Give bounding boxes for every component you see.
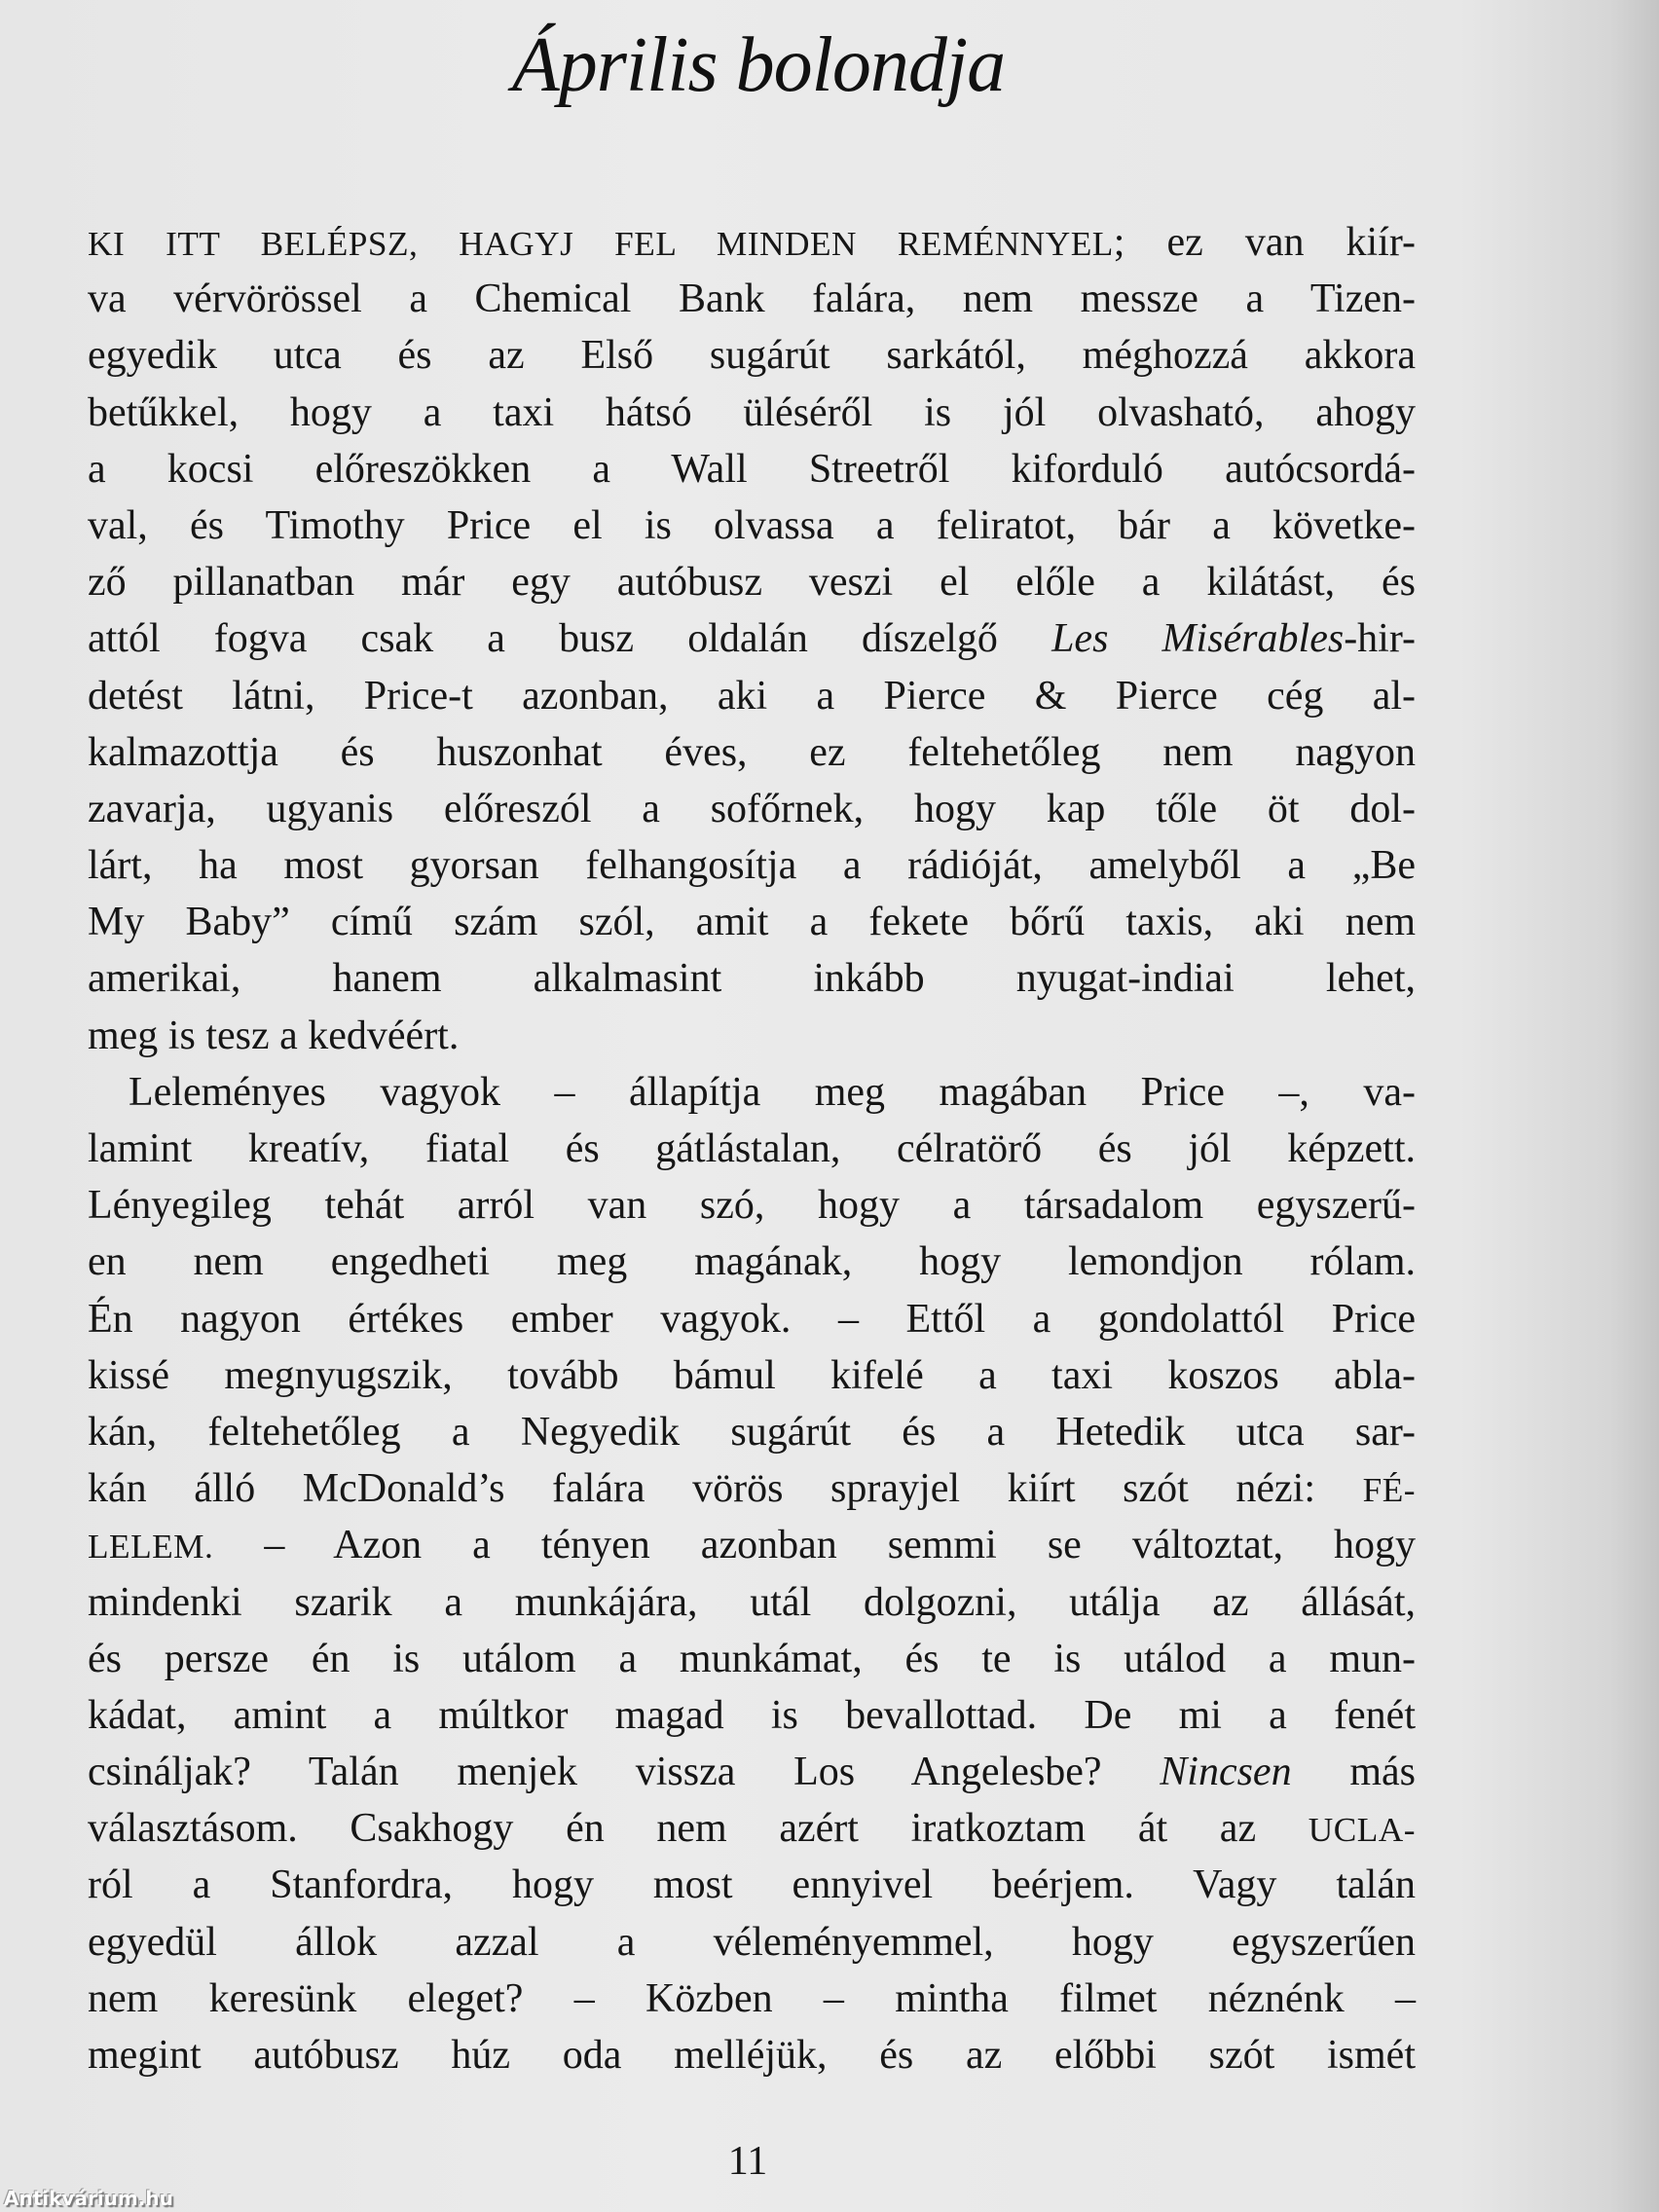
text-line [88, 1460, 1416, 1517]
text-segment: csináljak? Talán menjek vissza Los Angelesbe? [88, 1750, 1161, 1795]
text-segment: en nem engedheti meg magának, hogy lemondjon rólam. [88, 1239, 1416, 1285]
text-segment: Leleményes vagyok – állapítja meg magában Price –, va- [129, 1069, 1416, 1115]
text-segment: mindenki szarik a munkájára, utál dolgozni, utálja az állását, [88, 1579, 1416, 1625]
text-line [88, 781, 1416, 837]
text-line [88, 554, 1416, 610]
text-line [88, 2027, 1416, 2083]
text-segment: amerikai, hanem alkalmasint inkább nyugat-indiai lehet, [88, 956, 1416, 1002]
text-line [88, 498, 1416, 554]
text-line [88, 1177, 1416, 1234]
text-segment: My Baby” című szám szól, amit a fekete bőrű taxis, aki nem [88, 900, 1416, 945]
text-line [88, 385, 1416, 441]
text-line [88, 1800, 1416, 1857]
chapter-title: Április bolondja [511, 22, 1006, 108]
text-segment: – Azon a tényen azonban semmi se változtat, hogy [213, 1523, 1416, 1568]
text-segment: kissé megnyugszik, tovább bámul kifelé a taxi koszos abla- [88, 1352, 1416, 1398]
watermark: Antikvárium.hu [4, 2187, 173, 2210]
text-segment: egyedül állok azzal a véleményemmel, hogy egyszerűen [88, 1919, 1416, 1965]
text-line [88, 1687, 1416, 1744]
text-segment: va vérvörössel a Chemical Bank falára, nem messze a Tizen- [88, 276, 1416, 322]
text-segment: kádat, amint a múltkor magad is bevallottad. De mi a fenét [88, 1692, 1416, 1738]
text-segment: megint autóbusz húz oda melléjük, és az előbbi szót ismét [88, 2033, 1416, 2078]
text-segment: és persze én is utálom a munkámat, és te is utálod a mun- [88, 1636, 1416, 1681]
text-line [88, 1914, 1416, 1971]
text-segment: val, és Timothy Price el is olvassa a feliratot, bár a követke- [88, 502, 1416, 548]
text-segment: kán álló McDonald’s falára vörös sprayjel kiírt szót nézi: [88, 1466, 1363, 1512]
italic-text: Les Misérables [1051, 616, 1345, 662]
text-line [88, 1121, 1416, 1177]
text-line [88, 837, 1416, 894]
text-segment: Én nagyon értékes ember vagyok. – Ettől a gondolattól Price [88, 1296, 1416, 1342]
text-segment: nem keresünk eleget? – Közben – mintha filmet néznénk – [88, 1975, 1416, 2021]
text-segment: kalmazottja és huszonhat éves, ez feltehetőleg nem nagyon [88, 729, 1416, 775]
text-segment: detést látni, Price-t azonban, aki a Pierce & Pierce cég al- [88, 673, 1416, 719]
text-line [88, 1971, 1416, 2027]
text-segment: egyedik utca és az Első sugárút sarkától, méghozzá akkora [88, 333, 1416, 379]
text-line [88, 1008, 1416, 1064]
text-line [88, 1234, 1416, 1290]
text-line [88, 1347, 1416, 1404]
body-text [88, 214, 1416, 2083]
text-segment: választásom. Csakhogy én nem azért iratkoztam át az [88, 1806, 1309, 1852]
text-line [88, 1857, 1416, 1913]
text-segment: más [1291, 1750, 1416, 1795]
text-segment: ; ez van kiír- [1113, 220, 1416, 265]
text-segment: zavarja, ugyanis előreszól a sofőrnek, hogy kap tőle öt dol- [88, 786, 1416, 831]
text-segment: -hir- [1344, 616, 1416, 662]
text-line [88, 950, 1416, 1007]
text-line [88, 1291, 1416, 1347]
text-segment: kán, feltehetőleg a Negyedik sugárút és a Hetedik utca sar- [88, 1409, 1416, 1455]
small-caps-text: FÉ- [1362, 1471, 1416, 1510]
text-line [88, 724, 1416, 781]
text-line [88, 1744, 1416, 1800]
text-segment: ról a Stanfordra, hogy most ennyivel beérjem. Vagy talán [88, 1862, 1416, 1908]
text-segment: attól fogva csak a busz oldalán díszelgő [88, 616, 1052, 662]
small-caps-text: LELEM. [88, 1528, 214, 1567]
text-line [88, 327, 1416, 384]
text-line [88, 1517, 1416, 1573]
text-line [88, 610, 1416, 667]
text-line [88, 271, 1416, 327]
italic-text: Nincsen [1160, 1750, 1292, 1795]
text-segment: meg is tesz a kedvéért. [88, 1013, 460, 1058]
text-line [88, 1064, 1416, 1121]
text-line [88, 668, 1416, 724]
text-line [88, 1631, 1416, 1687]
text-line [88, 214, 1416, 271]
text-segment: betűkkel, hogy a taxi hátsó üléséről is jól olvasható, ahogy [88, 389, 1416, 435]
text-segment: lamint kreatív, fiatal és gátlástalan, célratörő és jól képzett. [88, 1126, 1416, 1171]
text-line [88, 441, 1416, 498]
small-caps-text: KI ITT BELÉPSZ, HAGYJ FEL MINDEN REMÉNNYEL [88, 225, 1114, 263]
small-caps-text: UCLA- [1308, 1811, 1416, 1850]
text-segment: ző pillanatban már egy autóbusz veszi el előle a kilátást, és [88, 560, 1416, 606]
text-line [88, 894, 1416, 950]
text-segment: lárt, ha most gyorsan felhangosítja a rádióját, amelyből a „Be [88, 843, 1416, 889]
text-line [88, 1574, 1416, 1631]
text-segment: a kocsi előreszökken a Wall Streetről kiforduló autócsordá- [88, 446, 1416, 492]
text-line [88, 1404, 1416, 1460]
text-segment: Lényegileg tehát arról van szó, hogy a társadalom egyszerű- [88, 1183, 1416, 1229]
page-number: 11 [727, 2139, 768, 2184]
